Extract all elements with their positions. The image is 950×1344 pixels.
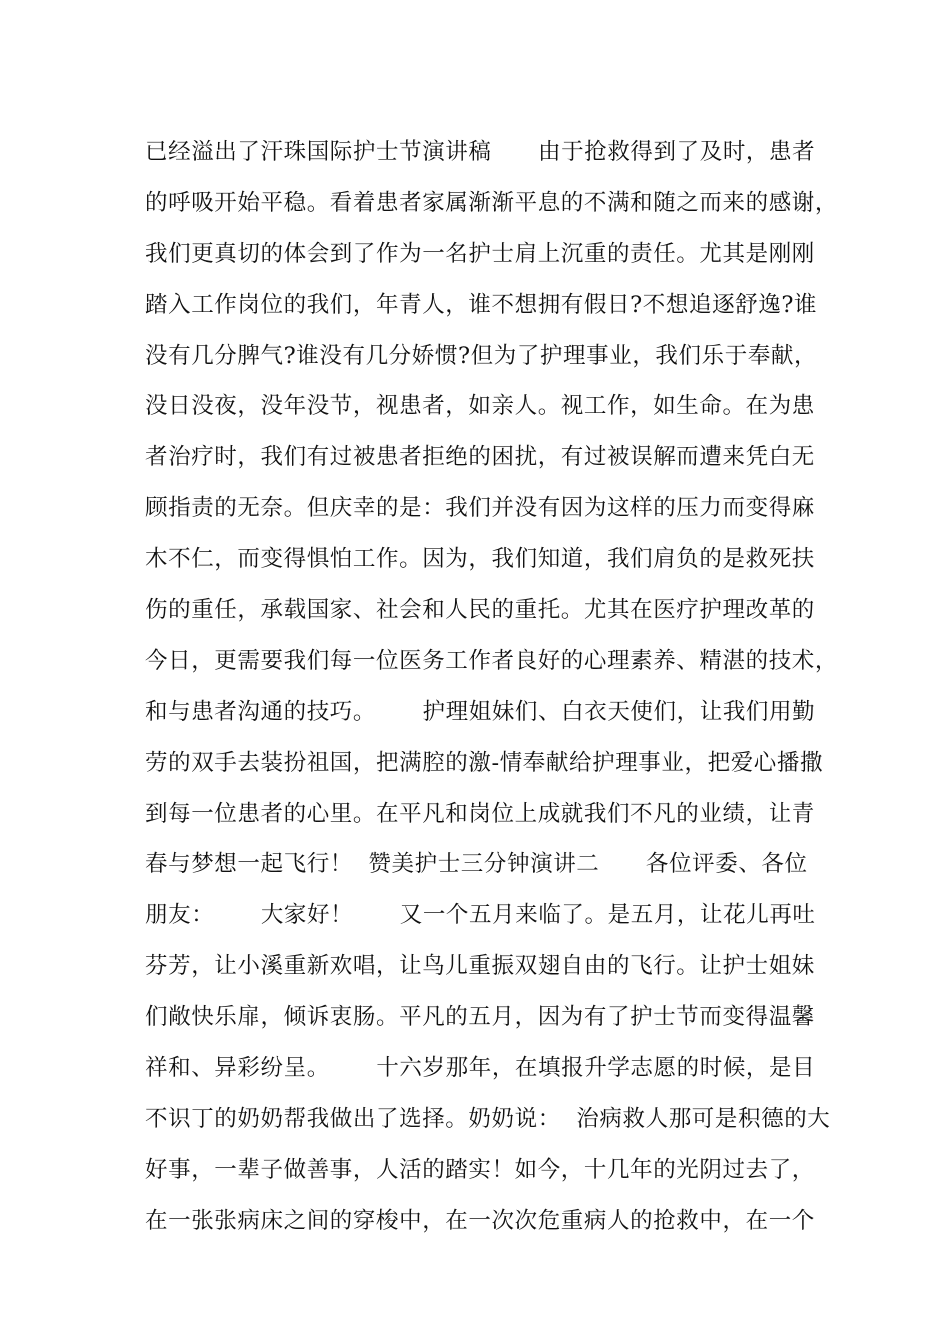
text-line: 祥和、异彩纷呈。 十六岁那年，在填报升学志愿的时候，是目 [145, 1055, 816, 1082]
text-line: 春与梦想一起飞行！ 赞美护士三分钟演讲二 各位评委、各位 [145, 851, 808, 878]
text-line: 没日没夜，没年没节，视患者，如亲人。视工作，如生命。在为患 [145, 393, 815, 420]
text-line: 劳的双手去装扮祖国，把满腔的激-情奉献给护理事业，把爱心播撒 [145, 749, 824, 776]
text-line: 顾指责的无奈。但庆幸的是：我们并没有因为这样的压力而变得麻 [145, 495, 815, 522]
document-body-text [145, 133, 839, 1253]
text-line: 我们更真切的体会到了作为一名护士肩上沉重的责任。尤其是刚刚 [145, 240, 815, 267]
text-line: 今日，更需要我们每一位医务工作者良好的心理素养、精湛的技术， [145, 647, 839, 674]
text-line: 芬芳，让小溪重新欢唱，让鸟儿重振双翅自由的飞行。让护士姐妹 [145, 953, 815, 980]
text-line: 到每一位患者的心里。在平凡和岗位上成就我们不凡的业绩，让青 [145, 800, 815, 827]
text-line: 的呼吸开始平稳。看着患者家属渐渐平息的不满和随之而来的感谢， [145, 189, 839, 216]
text-line: 没有几分脾气?谁没有几分娇惯?但为了护理事业，我们乐于奉献， [145, 342, 818, 369]
text-line: 好事，一辈子做善事，人活的踏实！如今，十几年的光阴过去了， [145, 1156, 815, 1183]
text-line: 们敞快乐扉，倾诉衷肠。平凡的五月，因为有了护士节而变得温馨 [145, 1004, 815, 1031]
text-line: 木不仁，而变得惧怕工作。因为，我们知道，我们肩负的是救死扶 [145, 546, 815, 573]
text-line: 踏入工作岗位的我们，年青人，谁不想拥有假日?不想追逐舒逸?谁 [145, 291, 818, 318]
text-line: 已经溢出了汗珠国际护士节演讲稿 由于抢救得到了及时，患者 [145, 139, 816, 165]
text-line: 不识丁的奶奶帮我做出了选择。奶奶说： 治病救人那可是积德的大 [145, 1105, 831, 1132]
text-line: 和与患者沟通的技巧。 护理姐妹们、白衣天使们，让我们用勤 [145, 698, 816, 725]
text-line: 者治疗时，我们有过被患者拒绝的困扰，有过被误解而遭来凭白无 [145, 444, 815, 471]
text-line: 在一张张病床之间的穿梭中，在一次次危重病人的抢救中，在一个 [145, 1207, 815, 1234]
text-line: 伤的重任，承载国家、社会和人民的重托。尤其在医疗护理改革的 [145, 597, 815, 624]
text-line: 朋友： 大家好！ 又一个五月来临了。是五月，让花儿再吐 [145, 902, 816, 929]
